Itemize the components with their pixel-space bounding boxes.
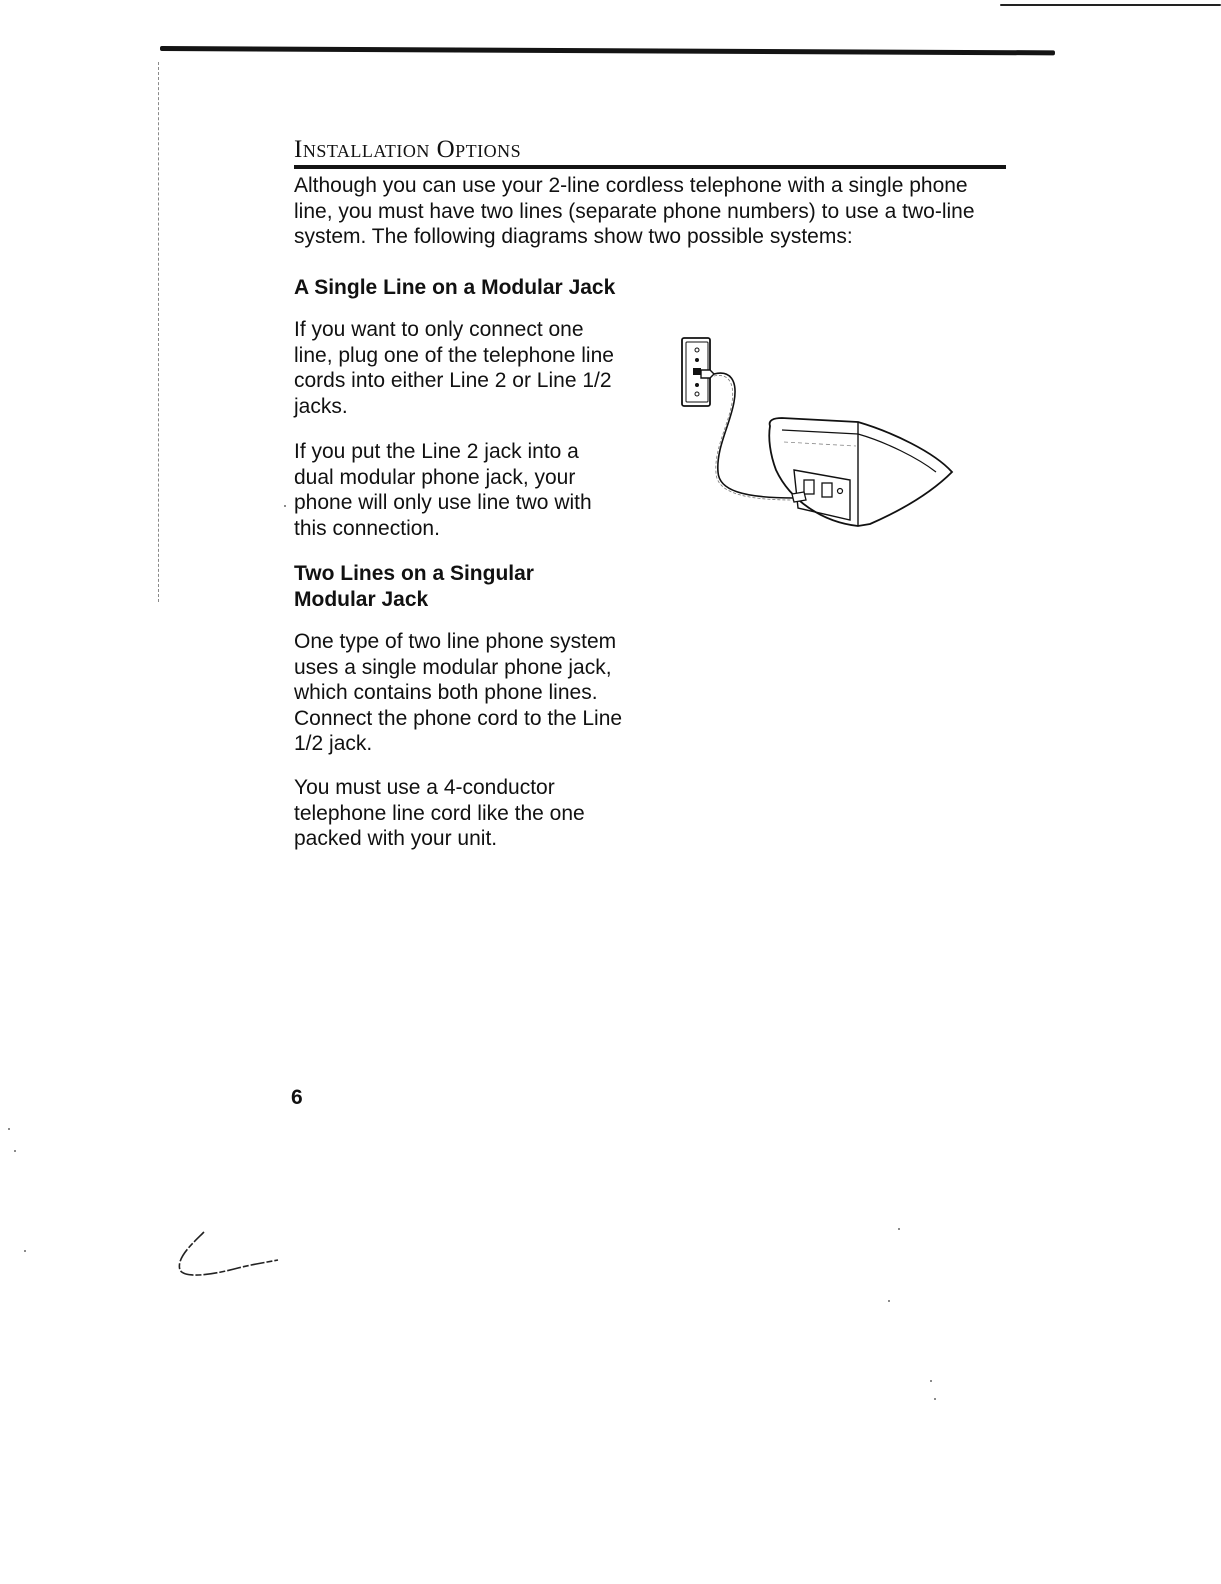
page-title: Installation Options	[294, 136, 1006, 169]
scan-left-edge	[158, 62, 160, 602]
subheading-single-line: A Single Line on a Modular Jack	[294, 276, 616, 299]
subheading-two-lines: Two Lines on a Singular Modular Jack	[294, 562, 534, 611]
scan-speck	[14, 1150, 16, 1152]
phone-base-connected-to-wall-jack-icon	[672, 330, 962, 535]
scan-speck	[8, 1128, 10, 1130]
phone-base	[769, 418, 952, 526]
paragraph-two-lines-1: One type of two line phone system uses a single modular phone jack, which contains both phone lines. Connect the phone cord to the Line 1/2 jack.	[294, 630, 623, 755]
paragraph-single-line-2: If you put the Line 2 jack into a dual modular phone jack, your phone will only use line two with this connection.	[294, 440, 592, 540]
page-top-rule	[160, 46, 1055, 55]
intro-paragraph: Although you can use your 2-line cordless telephone with a single phone line, you must have two lines (separate phone numbers) to use a two-line system. The following diagrams show two possible systems:	[294, 174, 975, 248]
paragraph-two-lines-2: You must use a 4-conductor telephone line cord like the one packed with your unit.	[294, 776, 585, 850]
scan-speck	[898, 1228, 900, 1230]
paragraph-single-line-1: If you want to only connect one line, plug one of the telephone line cords into either Line 2 or Line 1/2 jacks.	[294, 318, 614, 418]
page-number: 6	[291, 1086, 303, 1109]
scan-speck	[934, 1398, 936, 1400]
scan-edge-line	[1000, 4, 1221, 6]
pen-mark	[168, 1228, 280, 1286]
scan-speck	[284, 505, 286, 507]
scan-speck	[930, 1380, 932, 1382]
scan-speck	[24, 1250, 26, 1252]
scan-speck	[888, 1300, 890, 1302]
